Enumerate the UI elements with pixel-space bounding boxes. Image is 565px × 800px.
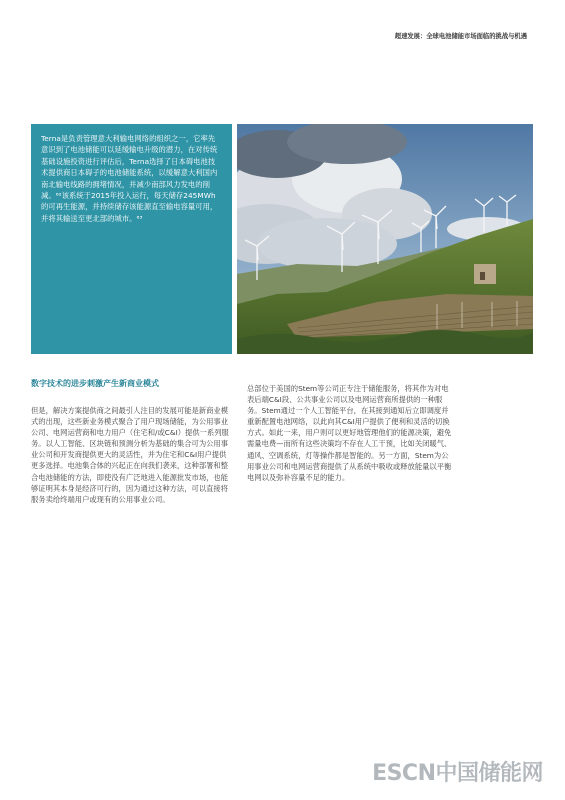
sidebar-box (31, 124, 232, 354)
wind-farm-photo (237, 124, 533, 354)
body-left-column: 但是，解决方案提供商之间最引人注目的发展可能是新商业模式的出现，这些新业务模式聚合了用户现场储能，为公用事业公司、电网运营商和电力用户（住宅和/或C&I）提供一系列服务。以人工智能、区块链和预测分析为基础的集合可为公用事业公司和开发商提供更大的灵活性，并为住宅和C&I用户提供更多选择。电池集合体的兴起正在向我们袭来，这种部署和整合电池储能的方法，即使没有广泛地进入能源批发市场，也能够证明其本身是经济可行的，因为通过这种方法，可以直接将服务卖给终端用户或现有的公用事业公司。 (31, 406, 229, 504)
running-header: 超速发展：全球电池储能市场面临的挑战与机遇 (394, 33, 527, 40)
escn-watermark-logo: ESCN中国储能网 (372, 761, 543, 786)
section-heading: 数字技术的进步刺激产生新商业模式 (31, 379, 159, 388)
body-right-column: 总部位于美国的Stem等公司正专注于储能服务，将其作为对电表后端C&I段、公共事业公司以及电网运营商所提供的一种服务。Stem通过一个人工智能平台，在其接到通知后立即调度并重新配置电池网络，以此向其C&I用户提供了便利和灵活的切换方式。如此一来，用户则可以更好地管理他们的能源决策，避免需量电费—而所有这些决策均不存在人工干预，比如关闭暖气、通风、空调系统，灯等操作都是智能的。另一方面，Stem为公用事业公司和电网运营商提供了从系统中吸收或释放能量以平衡电网以及弥补容量不足的能力。 (247, 384, 452, 482)
sidebar-text: Terna是负责管理意大利输电网络的组织之一，它率先意识到了电池储能可以延缓输电升级的潜力，在对传统基础设施投资进行评估后，Terna选择了日本碍电池技术提供商日本碍子的电池储能系统，以缓解意大利国内南北输电线路的拥堵情况，并减少南部风力发电的削减。⁶²该系统于2015年投入运行，每天储存245MWh的可再生能源，并持续储存该能源直至输电容量可用，并将其输送至更北部的城市。⁶³ (41, 134, 218, 223)
